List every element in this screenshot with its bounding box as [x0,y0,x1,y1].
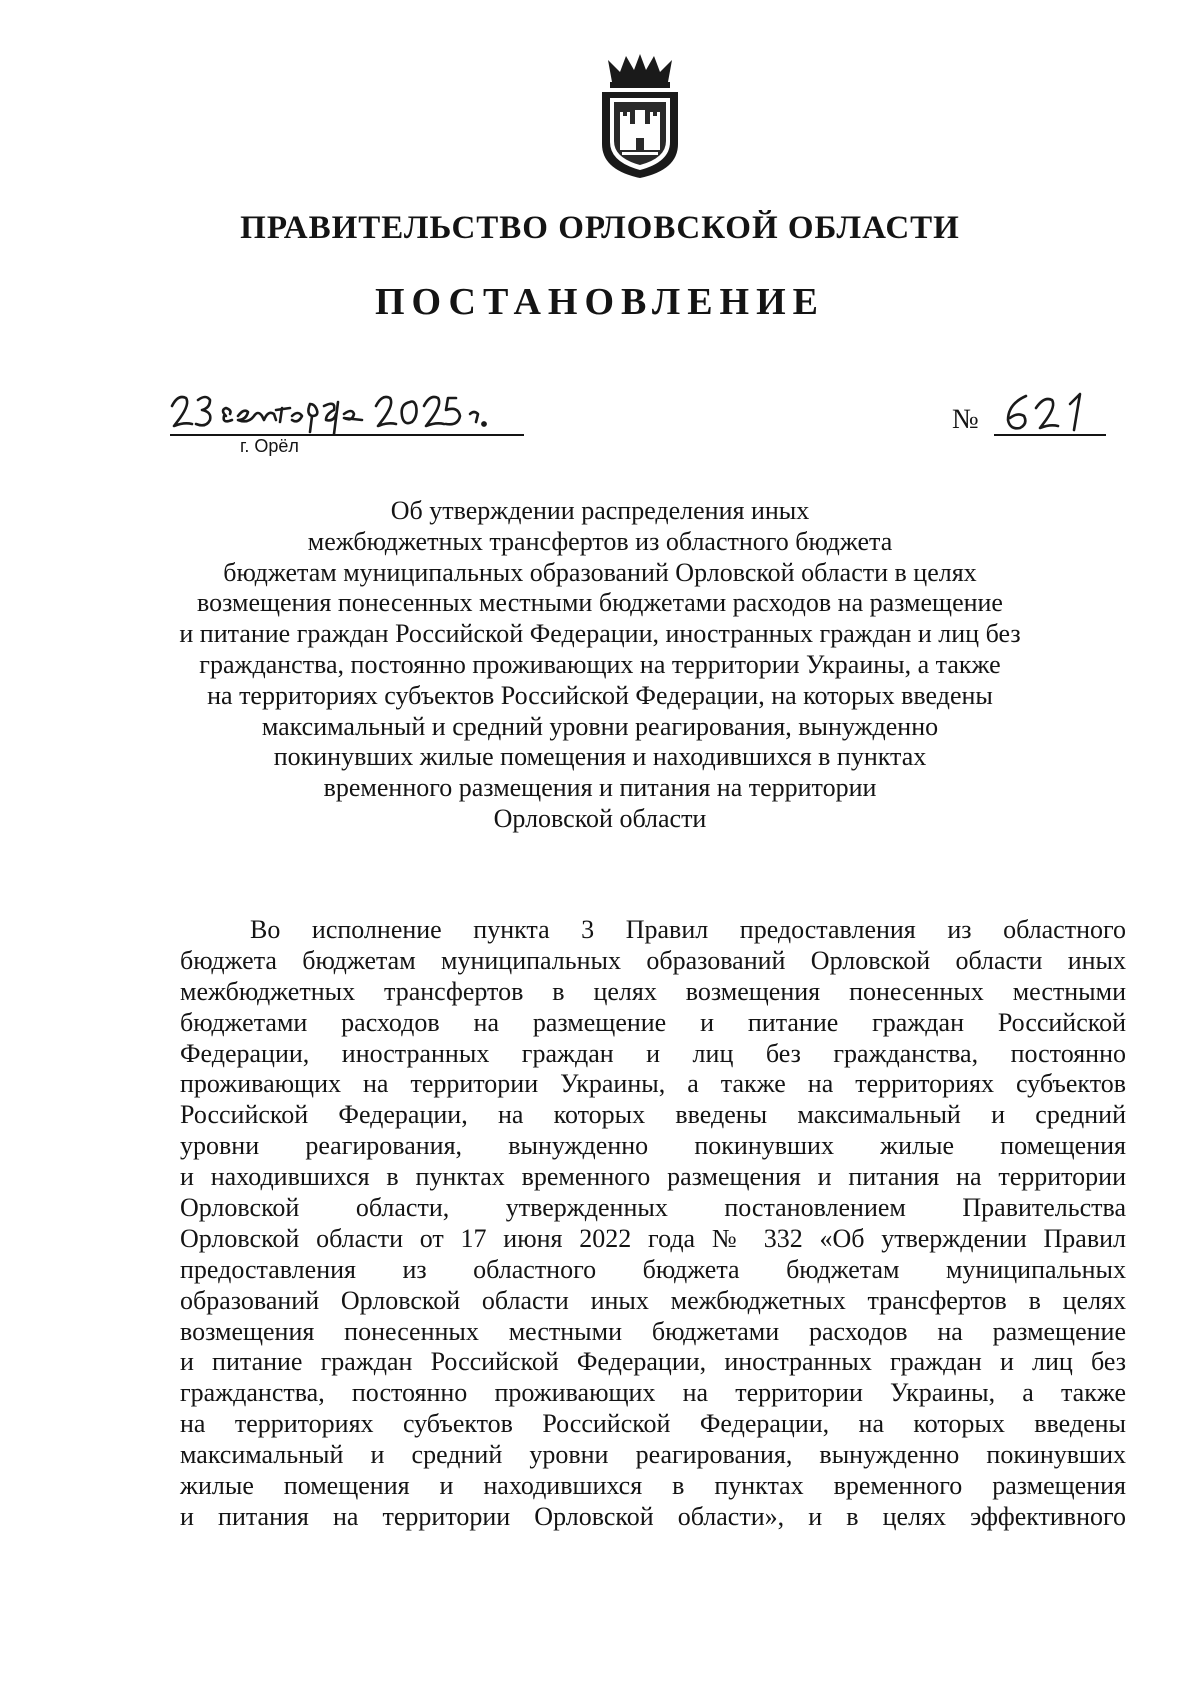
subject-line: Об утверждении распределения иных [390,496,810,525]
body-line: и находившихся в пунктах временного размещения и питания на территории [180,1162,1126,1192]
subject-line: Орловской области [493,803,707,833]
handwritten-date [166,380,526,440]
body-line: межбюджетных трансфертов в целях возмещения понесенных местными [180,976,1126,1006]
subject-line: и питание граждан Российской Федерации, иностранных граждан и лиц без [179,619,1021,649]
number-underline [994,434,1106,436]
subject-line: бюджетам муниципальных образований Орловской области в целях [223,557,977,587]
body-line: Орловской области от 17 июня 2022 года № 332 «Об утверждении Правил [180,1223,1126,1253]
date-underline [170,434,524,436]
government-name: ПРАВИТЕЛЬСТВО ОРЛОВСКОЙ ОБЛАСТИ [240,210,960,246]
subject-line: покинувших жилые помещения и находившихся в пунктах [273,742,927,772]
body-line: образований Орловской области иных межбюджетных трансфертов в целях [180,1285,1126,1315]
number-sign: № [952,404,979,435]
body-line: гражданства, постоянно проживающих на территории Украины, а также [180,1378,1126,1408]
body-line: бюджетами расходов на размещение и питание граждан Российской [180,1007,1126,1037]
subject-line: временного размещения и питания на территории [323,773,877,803]
subject-line: возмещения понесенных местными бюджетами расходов на размещение [197,588,1003,618]
document-type: ПОСТАНОВЛЕНИЕ [374,281,826,323]
body-line: и питание граждан Российской Федерации, иностранных граждан и лиц без [180,1347,1126,1377]
body-line: и питания на территории Орловской области», и в целях эффективного [180,1501,1126,1531]
subject-line: гражданства, постоянно проживающих на территории Украины, а также [199,649,1001,679]
subject-line: межбюджетных трансфертов из областного бюджета [307,526,893,556]
body-paragraph [180,915,1126,1533]
body-line: проживающих на территории Украины, а также на территориях субъектов [180,1069,1126,1099]
body-line: Орловской области, утвержденных постановлением Правительства [180,1193,1126,1223]
body-line: на территориях субъектов Российской Федерации, на которых введены [180,1409,1126,1439]
body-line: предоставления из областного бюджета бюджетам муниципальных [180,1254,1126,1284]
document-subject [150,496,1050,835]
coat-of-arms-icon [596,52,684,180]
body-line: Российской Федерации, на которых введены максимальный и средний [180,1100,1126,1130]
body-line: Во исполнение пункта 3 Правил предоставления из областного [250,915,1126,944]
subject-line: на территориях субъектов Российской Федерации, на которых введены [207,680,993,710]
body-line: уровни реагирования, вынужденно покинувших жилые помещения [180,1131,1126,1161]
body-line: Федерации, иностранных граждан и лиц без гражданства, постоянно [180,1038,1126,1068]
body-line: максимальный и средний уровни реагирования, вынужденно покинувших [180,1440,1126,1470]
subject-line: максимальный и средний уровни реагирования, вынужденно [261,711,939,741]
body-line: бюджета бюджетам муниципальных образований Орловской области иных [180,945,1126,975]
body-line: жилые помещения и находившихся в пунктах временного размещения [180,1471,1126,1501]
handwritten-number [996,386,1096,438]
city-label: г. Орёл [240,436,299,456]
body-line: возмещения понесенных местными бюджетами расходов на размещение [180,1316,1126,1346]
